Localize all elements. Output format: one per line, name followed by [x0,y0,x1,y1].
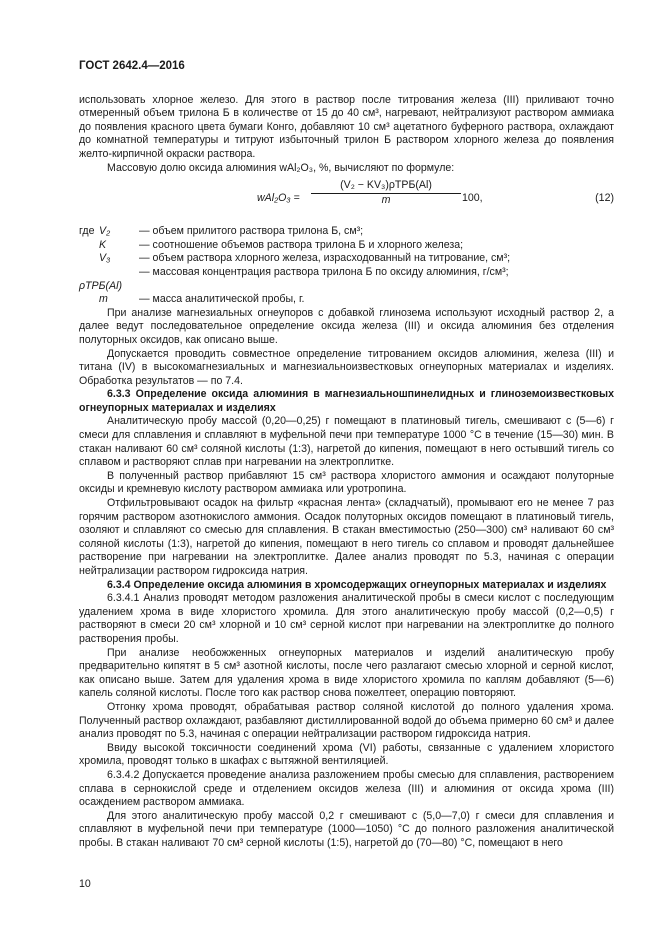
section-6-3-3-title: 6.3.3 Определение оксида алюминия в магнезиальношпинелидных и глиноземоизвестковых огнеупорных материалах и изделиях [79,388,614,414]
formula-number: (12) [595,192,614,205]
paragraph-7: Отфильтровывают осадок на фильтр «красная лента» (складчатый), промывают его не менее 7 раз горячим раствором азотнокислого аммония. Осадок полуторных оксидов помещают в платиновый тигель, озоляют и сплавляют со смесью для сплавления. В стакан вместимостью (250—300) см³ наливают 60 см³ соляной кислоты (1:3), нагретой до кипения, помещают в него тигель со сплавом и проводят дальнейшее растворение при нагревании на электроплитке. Далее анализ проводят по 5.3, начиная с операции нейтрализации раствором гидроксида натрия. [79,497,614,577]
formula-denominator: m [381,193,391,206]
formula-numerator: (V₂ − KV₃)ρТРБ(Al) [311,179,461,194]
page-number: 10 [79,878,91,890]
formula-12 [79,179,614,219]
definition-text: — объем раствора хлорного железа, израсходованный на титрование, см³; [139,252,511,265]
formula-fraction [311,179,461,207]
definition-symbol: m [99,293,108,306]
formula-tail: 100, [462,192,483,205]
paragraph-12: 6.3.4.2 Допускается проведение анализа разложением пробы смесью для сплавления, растворением сплава в сернокислой среде и отделением оксидов железа (III) и алюминия от оксида хрома (III) осаждением раствором аммиака. [79,768,614,809]
definition-symbol: V₂ [99,225,111,238]
paragraph-3: При анализе магнезиальных огнеупоров с добавкой глинозема используют исходный раствор 2, а далее ведут последовательное определение оксида железа (III) и оксида алюминия без отделения полуторных оксидов, как описано выше. [79,306,614,346]
definition-item [79,266,614,293]
paragraph-5: Аналитическую пробу массой (0,20—0,25) г помещают в платиновый тигель, смешивают с (5—6) г смеси для сплавления и сплавляют в муфельной печи при температуре 1000 °С в течение (15—30) мин. В стакан наливают 60 см³ соляной кислоты (1:3), нагретой до кипения, помещают в него остывший тигель со сплавом и растворяют сплав при нагревании на электроплитке. [79,415,614,469]
definitions-list [79,225,614,307]
paragraph-13: Для этого аналитическую пробу массой 0,2 г смешивают с (5,0—7,0) г смеси для сплавления и сплавляют в муфельной печи при температуре (1000—1050) °С до полного разложения аналитической пробы. В стакан наливают 70 см³ серной кислоты (1:5), нагретой до (70—80) °С, помещают в него [79,809,614,849]
paragraph-11: Ввиду высокой токсичности соединений хрома (VI) работы, связанные с удалением хлористого хромила, проводят только в шкафах с вытяжной вентиляцией. [79,741,614,768]
document-page [79,60,614,850]
paragraph-9: При анализе необожженных огнеупорных материалов и изделий аналитическую пробу предварительно кипятят в 5 см³ азотной кислоты, после чего разлагают смесью хлорной и серной кислот, как описано выше. Затем для удаления хрома в виде хлористого хромила по каплям добавляют (5—6) капель соляной кислоты. После того как раствор снова пожелтеет, операцию повторяют. [79,646,614,700]
definition-text: — соотношение объемов раствора трилона Б и хлорного железа; [139,238,464,251]
paragraph-1: использовать хлорное железо. Для этого в раствор после титрования железа (III) приливают точно отмеренный объем трилона Б в количестве от 15 до 40 см³, нагревают, нейтрализуют раствором аммиака до появления красного цвета бумаги Конго, добавляют 10 см³ ацетатного буферного раствора, охлаждают до комнатной температуры и титруют избыточный трилон Б раствором хлорного железа до появления желто-кирпичной окраски раствора. [79,93,614,160]
document-header: ГОСТ 2642.4—2016 [79,60,185,72]
definition-text: — массовая концентрация раствора трилона Б по оксиду алюминия, г/см³; [139,265,509,278]
definition-symbol: V₃ [99,252,111,265]
definition-item [79,252,614,266]
paragraph-4: Допускается проводить совместное определение титрованием оксидов алюминия, железа (III) и титана (IV) в высокомагнезиальных и магнезиальноизвестковых огнеупорных материалах и изделиях. Обработка результатов — по 7.4. [79,347,614,387]
definition-text: — объем прилитого раствора трилона Б, см³; [139,225,364,238]
paragraph-10: Отгонку хрома проводят, обрабатывая раствор соляной кислотой до полного удаления хрома. Полученный раствор охлаждают, разбавляют дистиллированной водой до объема примерно 60 см³ и далее анализ проводят по 5.3, начиная с операции нейтрализации раствором гидроксида натрия. [79,700,614,741]
paragraph-6: В полученный раствор прибавляют 15 см³ раствора хлористого аммония и осаждают полуторные оксиды и кремневую кислоту раствором аммиака или уротропина. [79,469,614,496]
definition-item [79,239,614,253]
paragraph-2: Массовую долю оксида алюминия wAl₂O₃, %, вычисляют по формуле: [107,161,455,174]
definition-item [79,225,614,239]
section-6-3-4-title: 6.3.4 Определение оксида алюминия в хромсодержащих огнеупорных материалах и изделиях [107,578,607,591]
formula-lhs: wAl₂O₃ = [257,192,300,205]
definition-item [79,293,614,307]
definition-text: — масса аналитической пробы, г. [139,293,305,306]
definition-symbol: K [99,238,107,251]
paragraph-8: 6.3.4.1 Анализ проводят методом разложения аналитической пробы в смеси кислот с последующим удалением хрома в виде хлористого хромила. Для этого аналитическую пробу массой (0,2—0,5) г растворяют в смеси 20 см³ хлорной и 10 см³ серной кислот при нагревании на электроплитке до полного растворения пробы. [79,592,614,645]
definition-symbol: ρТРБ(Al) [79,279,122,292]
definition-prefix: где [79,225,95,238]
